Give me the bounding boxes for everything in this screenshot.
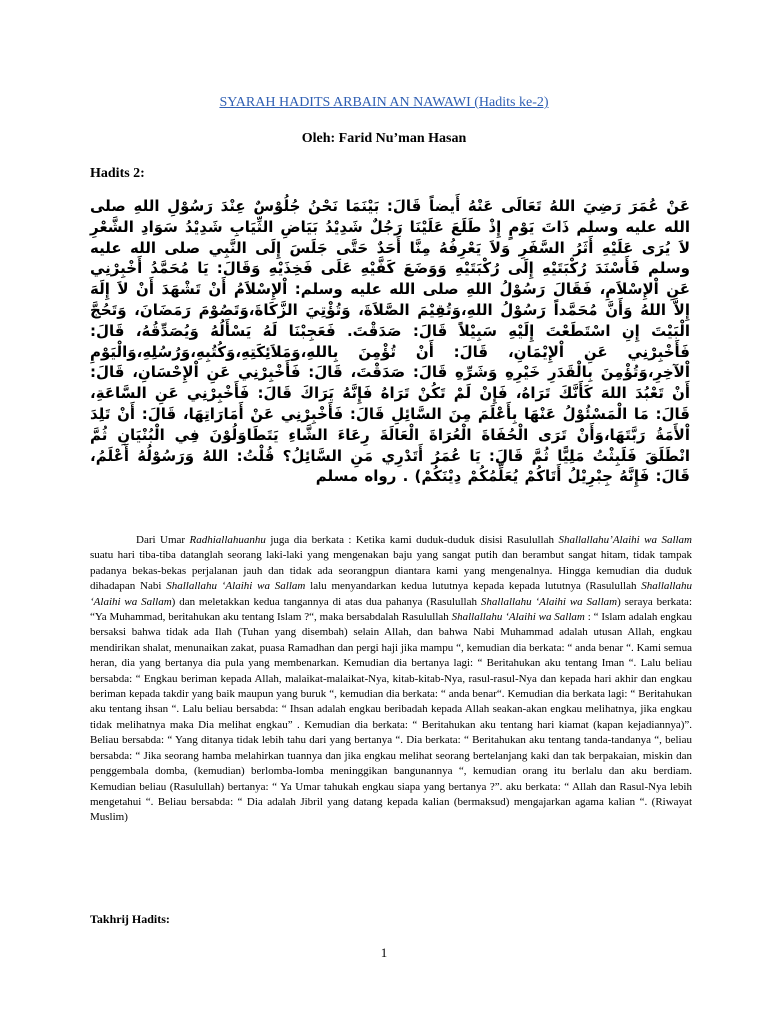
- honorific-italic: Radhiallahuanhu: [189, 534, 266, 546]
- honorific-italic: Shallallahu ‘Alaihi wa Sallam: [90, 580, 692, 608]
- page-number: 1: [380, 945, 388, 960]
- translation-text: : “ Islam adalah engkau bersaksi bahwa tidak ada Ilah (Tuhan yang disembah) selain Allah, dan bahwa Nabi Muhammad adalah utusan Allah, engkau mendirikan shalat, menunaikan zakat, puasa Ramadhan dan pergi haji jika mampu “, kemudian dia berkata: “ anda benar “. Kami semua heran, dia yang bertanya dia pula yang membenarkan. Kemudian dia bertanya lagi: “ Beritahukan aku tentang Iman “. Lalu beliau bersabda: “ Engkau beriman kepada Allah, malaikat-malaikat-Nya, kitab-kitab-Nya, rasul-rasul-Nya dan kepada hari akhir dan engkau beriman kepada takdir yang baik maupun yang buruk “, kemudian dia berkata: “ anda benar“. Kemudian dia berkata lagi: “ Beritahukan aku tentang ihsan “. Lalu beliau bersabda: “ Ihsan adalah engkau beribadah kepada Allah seakan-akan engkau melihatnya, jika engkau tidak melihatnya maka Dia melihat engkau” . Kemudian dia berkata: “ Beritahukan aku tentang hari kiamat (kapan kejadiannya)”. Beliau bersabda: “ Yang ditanya tidak lebih tahu dari yang bertanya “. Dia berkata: “ Beritahukan aku tentang tanda-tandanya “, beliau bersabda: “ Jika seorang hamba melahirkan tuannya dan jika engkau melihat seorang bertelanjang kaki dan tak berpakaian, miskin dan penggembala domba, (kemudian) berlomba-lomba meninggikan bangunannya “, kemudian orang itu berlalu dan aku berdiam. Kemudian beliau (Rasulullah) bertanya: “ Ya Umar tahukah engkau siapa yang bertanya ?”. aku berkata: “ Allah dan Rasul-Nya lebih mengetahui “. Beliau bersabda: “ Dia adalah Jibril yang datang kepada kalian (bermaksud) mengajarkan agama kalian “. (Riwayat Muslim): [90, 611, 692, 824]
- translation-text: lalu menyandarkan kedua lututnya kepada kepada lututnya (Rasulullah: [305, 580, 642, 593]
- translation-text: Dari Umar: [136, 534, 190, 546]
- honorific-italic: Shallallahu ‘Alaihi wa Sallam: [480, 595, 618, 608]
- arabic-hadith-text: عَنْ عُمَرَ رَضِيَ اللهُ تَعَالَى عَنْهُ أَيضاً قَالَ: بَيْنَمَا نَحْنُ جُلُوْسٌ عِنْدَ رَسُوْلِ اللهِ صلى الله عليه وسلم ذَاتَ يَوْمٍ إِذْ طَلَعَ عَلَيْنَا رَجُلٌ شَدِيْدُ بَيَاضِ الثِّيَابِ شَدِيْدُ سَوَادِ الشَّعْرِ لاَ يُرَى عَلَيْهِ أَثَرُ السَّفَرِ وَلاَ يَعْرِفُهُ مِنَّا أَحَدٌ حَتَّى جَلَسَ إِلَى النَّبِي صلى الله عليه وسلم فَأَسْنَدَ رُكْبَتَيْهِ إِلَى رُكْبَتَيْهِ وَوَضَعَ كَفَّيْهِ عَلَى فَخِذَيْهِ وَقَالَ: يَا مُحَمَّدُ أَخْبِرْنِي عَنِ اْلإِسْلاَمِ، فَقَالَ رَسُوْلُ اللهِ صلى الله عليه وسلم: اْلإِسْلاَمُ أَنْ تَشْهَدَ أَنْ لاَ إِلَهَ إِلاَّ اللهُ وَأَنَّ مُحَمَّداً رَسُوْلُ اللهِ،وَتُقِيْمَ الصَّلاَةَ، وَتُؤْتِيَ الزَّكَاةَ،وَتَصُوْمَ رَمَضَانَ، وَتَحُجَّ الْبَيْتَ إِنِ اسْتَطَعْتَ إِلَيْهِ سَبِيْلاً قَالَ: صَدَقْتَ. فَعَجِبْنَا لَهُ يَسْأَلُهُ وَيُصَدِّقُهُ، قَالَ: فَأَخْبِرْنِي عَنِ اْلإِيْمَانِ، قَالَ: أَنْ تُؤْمِنَ بِاللهِ،وَمَلاَئِكَتِهِ،وَكُتُبِهِ،وَرُسُلِهِ،وَالْيَوْمِ اْلآخِرِ،وَتُؤْمِنَ بِالْقَدَرِ خَيْرِهِ وَشَرِّهِ قَالَ: صَدَقْتَ، قَالَ: فَأَخْبِرْنِي عَنِ اْلإِحْسَانِ، قَالَ: أَنْ تَعْبُدَ اللهَ كَأَنَّكَ تَرَاهُ، فَإِنْ لَمْ تَكُنْ تَرَاهُ فَإِنَّهُ يَرَاكَ قَالَ: فَأَخْبِرْنِي عَنِ السَّاعَةِ، قَالَ: مَا الْمَسْئُوْلُ عَنْهَا بِأَعْلَمَ مِنَ السَّائِلِ قَالَ: فَأَخْبِرْنِي عَنْ أَمَارَاتِهَا، قَالَ: أَنْ تَلِدَ اْلأَمَةُ رَبَّتَهَا،وَأَنْ تَرَى الْحُفَاةَ الْعُرَاةَ الْعَالَةَ رِعَاءَ الشَّاءِ يَتَطَاوَلُوْنَ فِي الْبُنْيَانِ ثُمَّ انْطَلَقَ فَلَبِثْتُ مَلِيًّا ثُمَّ قَالَ: يَا عُمَرُ أَتَدْرِي مَنِ السَّائِلُ؟ قُلْتُ: اللهُ وَرَسُوْلُهُ أَعْلَمُ، قَالَ: فَإِنَّهُ جِبْرِيْلُ أَتَاكُمْ يُعَلِّمُكُمْ دِيْنَكُمْ) . رواه مسلم: [90, 197, 690, 486]
- translation-text: juga dia berkata : Ketika kami duduk-duduk disisi Rasulullah: [265, 534, 559, 546]
- hadith-heading: Hadits 2:: [90, 166, 145, 181]
- translation-paragraph: [90, 533, 692, 826]
- honorific-italic: Shallallahu ‘Alaihi wa Sallam: [451, 611, 585, 624]
- translation-text: ) seraya berkata: “Ya Muhammad, beritahukan aku tentang Islam ?“, maka bersabdalah Rasulullah: [90, 595, 692, 624]
- author-line: Oleh: Farid Nu’man Hasan: [301, 131, 467, 146]
- section-heading-takhrij: Takhrij Hadits:: [90, 912, 170, 926]
- document-title[interactable]: SYARAH HADITS ARBAIN AN NAWAWI (Hadits ke-2): [219, 95, 549, 110]
- honorific-italic: Shallallahu ‘Alaihi wa Sallam: [166, 580, 306, 593]
- translation-text: suatu hari tiba-tiba datanglah seorang laki-laki yang mengenakan baju yang sangat putih dan berambut sangat hitam, tidak tampak padanya bekas-bekas perjalanan jauh dan tidak ada seorangpun diantara kami yang mengenalnya. Hingga kemudian dia duduk dihadapan Nabi: [90, 549, 692, 593]
- translation-text: ) dan meletakkan kedua tangannya di atas dua pahanya (Rasulullah: [171, 595, 481, 608]
- honorific-italic: Shallallahu’Alaihi wa Sallam: [558, 534, 693, 546]
